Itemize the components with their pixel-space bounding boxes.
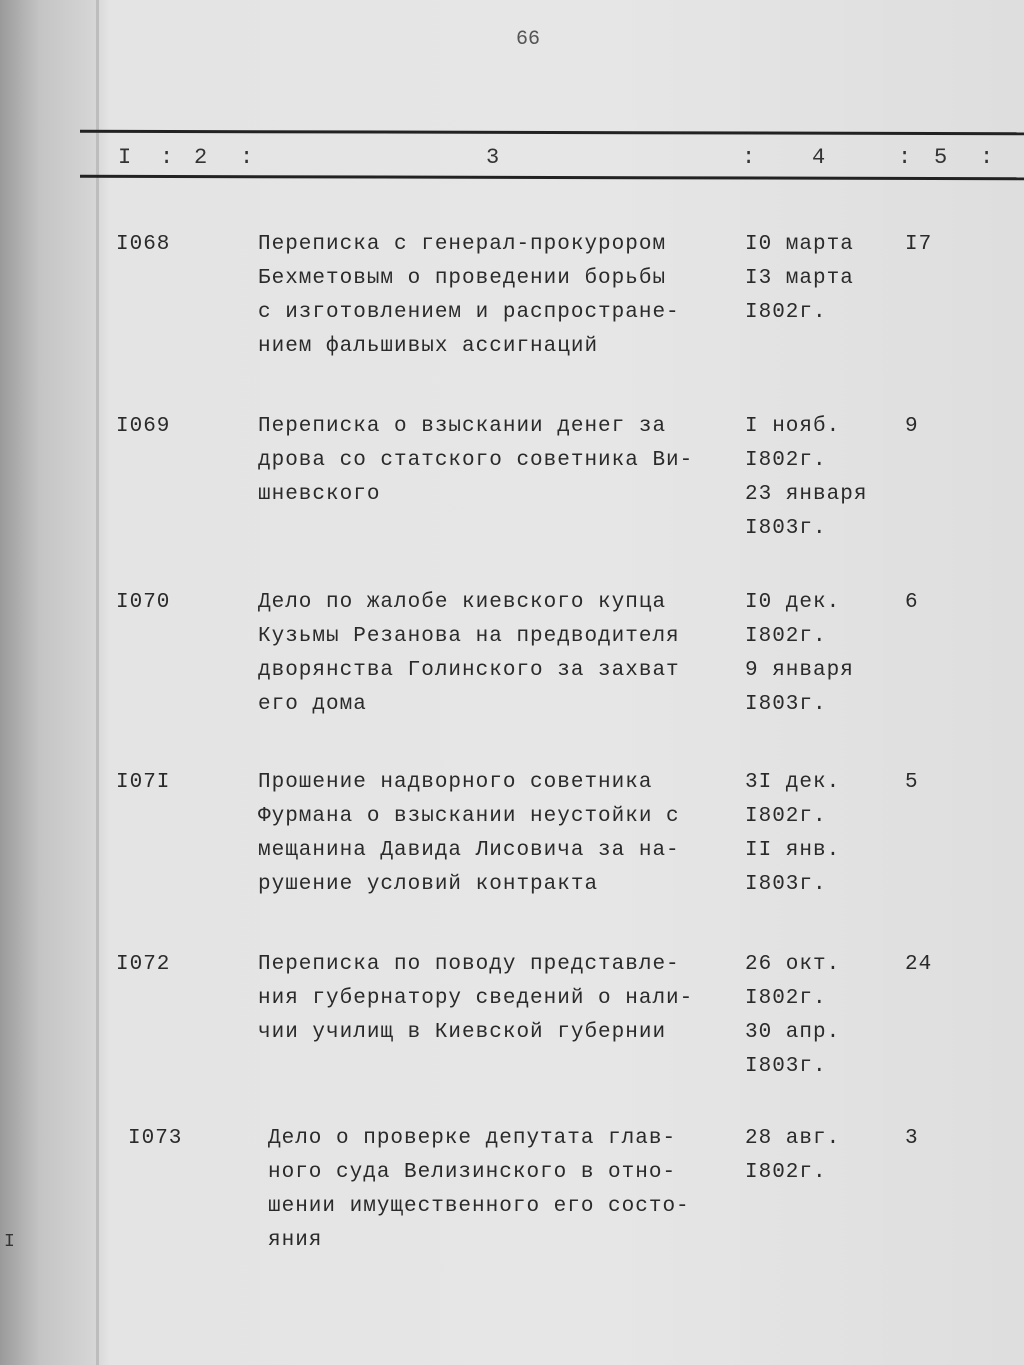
date-line: I0 дек. [745, 591, 841, 614]
description-line: Переписка с генерал-прокурором [258, 233, 667, 256]
description-line: Переписка о взыскании денег за [258, 415, 667, 438]
binding-edge [96, 0, 99, 1365]
description-line: яния [268, 1229, 323, 1252]
record-number: I069 [116, 415, 171, 438]
date-line: 30 апр. [745, 1021, 841, 1044]
date-line: I3 марта [745, 267, 854, 290]
sheet-count: 3 [905, 1127, 919, 1150]
record-number: I073 [128, 1127, 183, 1150]
date-line: II янв. [745, 839, 841, 862]
description-line: Бехметовым о проведении борьбы [258, 267, 667, 290]
date-line: I802г. [745, 987, 827, 1010]
description-line: Прошение надворного советника [258, 771, 653, 794]
date-line: I803г. [745, 873, 827, 896]
record-number: I068 [116, 233, 171, 256]
description-line: шении имущественного его состо- [268, 1195, 690, 1218]
date-line: 23 января [745, 483, 868, 506]
column-separator: : [980, 145, 994, 170]
margin-mark: I [4, 1232, 15, 1252]
header-bottom-rule [80, 175, 1024, 180]
date-line: I нояб. [745, 415, 841, 438]
column-separator: : [240, 145, 254, 170]
date-line: I802г. [745, 805, 827, 828]
description-line: Дело по жалобе киевского купца [258, 591, 667, 614]
description-line: с изготовлением и распростране- [258, 301, 680, 324]
date-line: 9 января [745, 659, 854, 682]
sheet-count: 9 [905, 415, 919, 438]
sheet-count: 6 [905, 591, 919, 614]
column-separator: : [160, 145, 174, 170]
column-header-5: 5 [934, 145, 948, 170]
record-number: I070 [116, 591, 171, 614]
description-line: Переписка по поводу представле- [258, 953, 680, 976]
date-line: I802г. [745, 301, 827, 324]
description-line: мещанина Давида Лисовича за на- [258, 839, 680, 862]
record-number: I07I [116, 771, 171, 794]
date-line: 3I дек. [745, 771, 841, 794]
sheet-count: 5 [905, 771, 919, 794]
date-line: I803г. [745, 1055, 827, 1078]
description-line: дрова со статского советника Ви- [258, 449, 694, 472]
date-line: I802г. [745, 449, 827, 472]
date-line: I803г. [745, 693, 827, 716]
date-line: 28 авг. [745, 1127, 841, 1150]
column-separator: : [742, 145, 756, 170]
header-top-rule [80, 130, 1024, 135]
description-line: ния губернатору сведений о нали- [258, 987, 694, 1010]
column-separator: : [898, 145, 912, 170]
description-line: Фурмана о взыскании неустойки с [258, 805, 680, 828]
column-header-2: 2 [194, 145, 208, 170]
description-line: дворянства Голинского за захват [258, 659, 680, 682]
column-header-3: 3 [486, 145, 500, 170]
description-line: Дело о проверке депутата глав- [268, 1127, 677, 1150]
date-line: I802г. [745, 625, 827, 648]
description-line: рушение условий контракта [258, 873, 599, 896]
description-line: нием фальшивых ассигнаций [258, 335, 599, 358]
sheet-count: I7 [905, 233, 933, 256]
date-line: I803г. [745, 517, 827, 540]
description-line: Кузьмы Резанова на предводителя [258, 625, 680, 648]
column-header-4: 4 [812, 145, 826, 170]
description-line: шневского [258, 483, 381, 506]
page-number: 66 [516, 28, 541, 51]
record-number: I072 [116, 953, 171, 976]
date-line: I0 марта [745, 233, 854, 256]
description-line: его дома [258, 693, 367, 716]
sheet-count: 24 [905, 953, 933, 976]
date-line: I802г. [745, 1161, 827, 1184]
date-line: 26 окт. [745, 953, 841, 976]
description-line: ного суда Велизинского в отно- [268, 1161, 677, 1184]
column-header-1: I [118, 145, 132, 170]
description-line: чии училищ в Киевской губернии [258, 1021, 667, 1044]
